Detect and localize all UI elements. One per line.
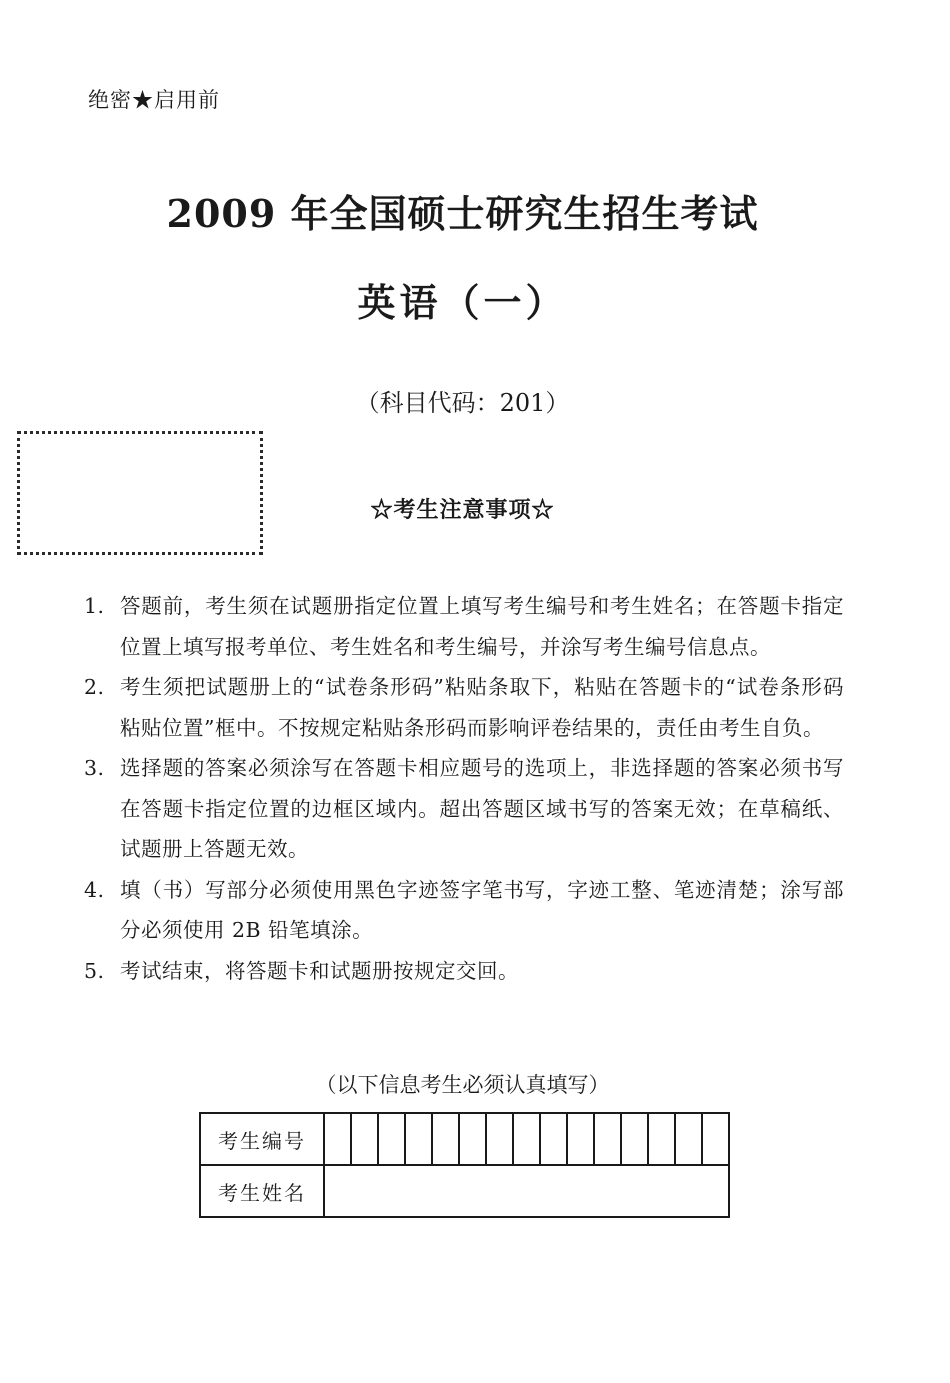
id-digit-cell[interactable] bbox=[649, 1114, 676, 1164]
rule-text: 考试结束，将答题卡和试题册按规定交回。 bbox=[120, 958, 519, 983]
id-digit-cell[interactable] bbox=[541, 1114, 568, 1164]
candidate-id-label: 考生编号 bbox=[201, 1114, 325, 1164]
rules-list bbox=[84, 586, 844, 991]
rule-item bbox=[84, 586, 844, 667]
id-digit-cell[interactable] bbox=[352, 1114, 379, 1164]
candidate-name-label: 考生姓名 bbox=[201, 1166, 325, 1216]
confidential-label: 绝密★启用前 bbox=[88, 88, 220, 112]
rule-text: 考生须把试题册上的“试卷条形码”粘贴条取下，粘贴在答题卡的“试卷条形码粘贴位置”框中。不按规定粘贴条形码而影响评卷结果的，责任由考生自负。 bbox=[120, 675, 844, 740]
candidate-id-row bbox=[201, 1114, 728, 1166]
notice-title: ☆考生注意事项☆ bbox=[370, 497, 555, 523]
id-digit-cell[interactable] bbox=[703, 1114, 728, 1164]
exam-title: 2009 年全国硕士研究生招生考试 bbox=[166, 191, 759, 236]
id-digit-cell[interactable] bbox=[514, 1114, 541, 1164]
id-digit-cell[interactable] bbox=[487, 1114, 514, 1164]
rule-number: 5. bbox=[84, 958, 105, 983]
candidate-name-field[interactable] bbox=[325, 1166, 728, 1216]
rule-item bbox=[84, 870, 844, 951]
candidate-name-row bbox=[201, 1166, 728, 1216]
id-digit-cell[interactable] bbox=[622, 1114, 649, 1164]
rule-text: 选择题的答案必须涂写在答题卡相应题号的选项上，非选择题的答案必须书写在答题卡指定位置的边框区域内。超出答题区域书写的答案无效；在草稿纸、试题册上答题无效。 bbox=[120, 756, 844, 861]
id-digit-cell[interactable] bbox=[379, 1114, 406, 1164]
fill-note: （以下信息考生必须认真填写） bbox=[315, 1073, 610, 1097]
id-digit-cell[interactable] bbox=[325, 1114, 352, 1164]
subject-code: （科目代码：201） bbox=[355, 389, 570, 417]
exam-subtitle: 英语（一） bbox=[357, 280, 568, 325]
id-digit-cell[interactable] bbox=[676, 1114, 703, 1164]
candidate-id-cells bbox=[325, 1114, 728, 1164]
candidate-info-table bbox=[199, 1112, 730, 1218]
rule-item bbox=[84, 748, 844, 870]
id-digit-cell[interactable] bbox=[406, 1114, 433, 1164]
rule-number: 3. bbox=[84, 756, 105, 780]
rule-item bbox=[84, 667, 844, 748]
id-digit-cell[interactable] bbox=[433, 1114, 460, 1164]
rule-item bbox=[84, 951, 844, 992]
rule-number: 2. bbox=[84, 675, 105, 699]
rule-number: 4. bbox=[84, 877, 105, 902]
rule-text: 答题前，考生须在试题册指定位置上填写考生编号和考生姓名；在答题卡指定位置上填写报考单位、考生姓名和考生编号，并涂写考生编号信息点。 bbox=[120, 594, 844, 659]
id-digit-cell[interactable] bbox=[568, 1114, 595, 1164]
id-digit-cell[interactable] bbox=[595, 1114, 622, 1164]
id-digit-cell[interactable] bbox=[460, 1114, 487, 1164]
rule-number: 1. bbox=[84, 594, 105, 618]
rule-text: 填（书）写部分必须使用黑色字迹签字笔书写，字迹工整、笔迹清楚；涂写部分必须使用 2B 铅笔填涂。 bbox=[120, 877, 844, 942]
